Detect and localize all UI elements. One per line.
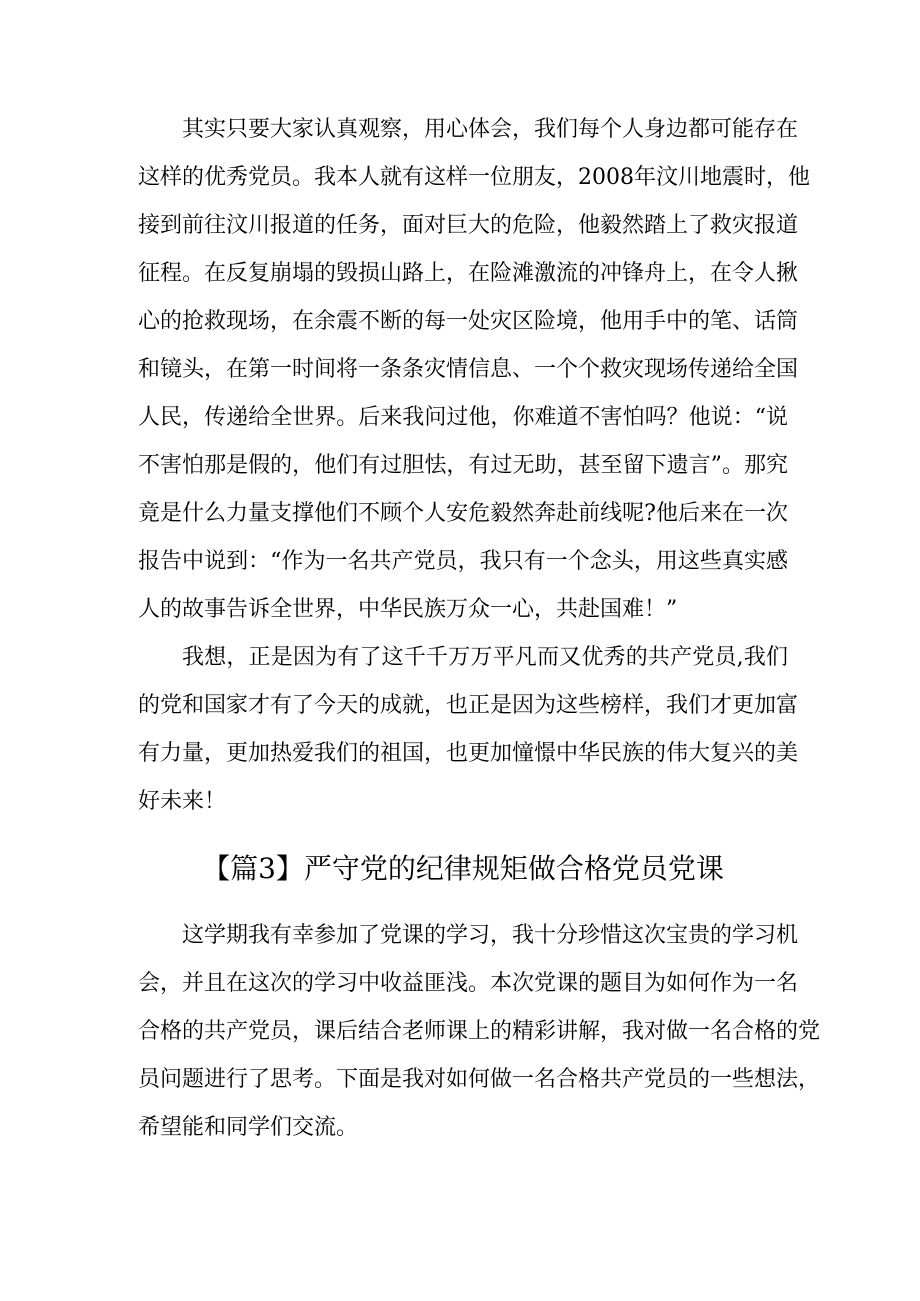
text-line: 员问题进行了思考。下面是我对如何做一名合格共产党员的一些想法， — [138, 1067, 821, 1092]
text-line: 有力量，更加热爱我们的祖国，也更加憧憬中华民族的伟大复兴的美 — [138, 741, 799, 766]
text-line: 其实只要大家认真观察，用心体会，我们每个人身边都可能存在 — [182, 117, 799, 142]
text-line: 会，并且在这次的学习中收益匪浅。本次党课的题目为如何作为一名 — [138, 971, 799, 996]
text-line: 不害怕那是假的，他们有过胆怯，有过无助，甚至留下遗言”。那究 — [138, 453, 788, 478]
text-line: 征程。在反复崩塌的毁损山路上，在险滩激流的冲锋舟上，在令人揪 — [138, 261, 799, 286]
text-line: 竟是什么力量支撑他们不顾个人安危毅然奔赴前线呢?他后来在一次 — [138, 501, 788, 526]
text-line: 报告中说到：“作为一名共产党员，我只有一个念头，用这些真实感 — [138, 549, 788, 574]
text-line: 这样的优秀党员。我本人就有这样一位朋友，2008年汶川地震时，他 — [138, 165, 810, 190]
text-line: 希望能和同学们交流。 — [138, 1115, 359, 1140]
text-line: 接到前往汶川报道的任务，面对巨大的危险，他毅然踏上了救灾报道 — [138, 213, 799, 238]
text-line: 人民，传递给全世界。后来我问过他，你难道不害怕吗？他说：“说 — [138, 405, 788, 430]
text-line: 合格的共产党员，课后结合老师课上的精彩讲解，我对做一名合格的党 — [138, 1019, 821, 1044]
text-line: 和镜头，在第一时间将一条条灾情信息、一个个救灾现场传递给全国 — [138, 357, 799, 382]
text-line: 好未来！ — [138, 789, 227, 814]
text-line: 这学期我有幸参加了党课的学习，我十分珍惜这次宝贵的学习机 — [182, 923, 799, 948]
text-line: 我想，正是因为有了这千千万万平凡而又优秀的共产党员,我们 — [182, 645, 788, 670]
text-line: 心的抢救现场，在余震不断的每一处灾区险境，他用手中的笔、话筒 — [138, 309, 799, 334]
section-heading: 【篇3】严守党的纪律规矩做合格党员党课 — [202, 852, 724, 885]
text-line: 的党和国家才有了今天的成就，也正是因为这些榜样，我们才更加富 — [138, 693, 799, 718]
text-line: 人的故事告诉全世界，中华民族万众一心，共赴国难！” — [138, 597, 678, 622]
